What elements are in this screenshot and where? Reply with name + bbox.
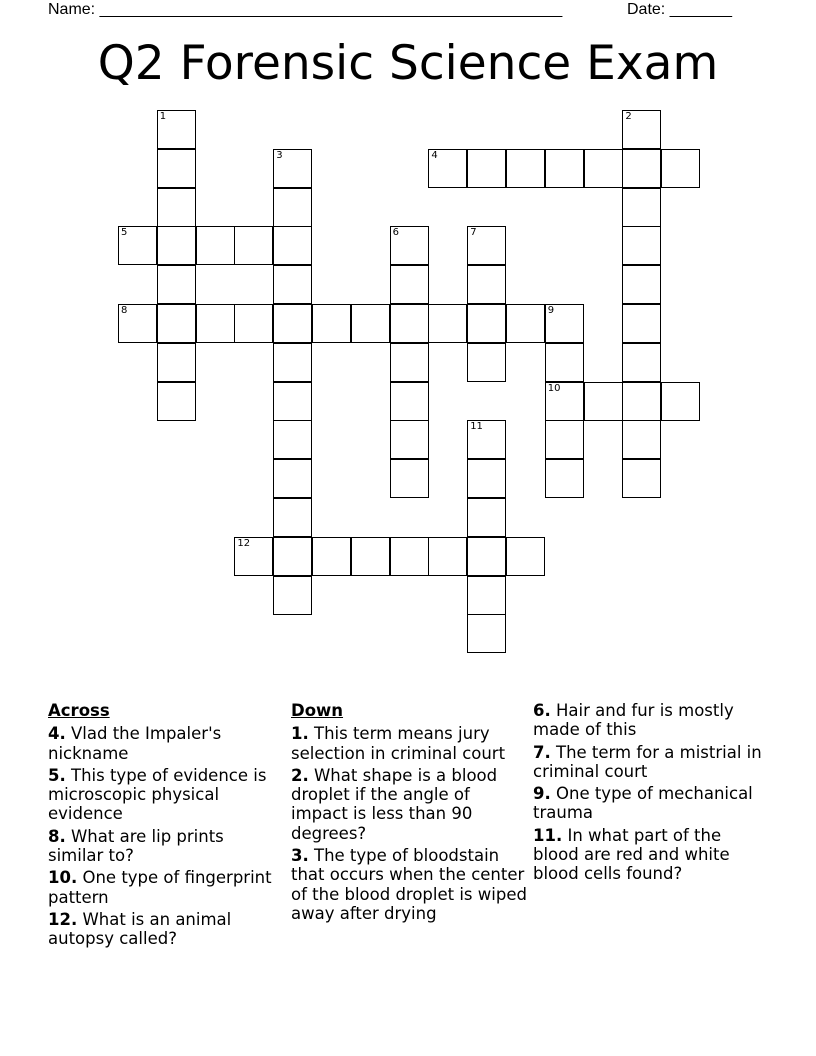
crossword-cell[interactable] [273, 304, 312, 343]
crossword-cell[interactable] [467, 149, 506, 188]
down-clues-continued [533, 701, 763, 887]
crossword-cell[interactable] [506, 304, 545, 343]
down-clue: 6. Hair and fur is mostly made of this [533, 701, 734, 740]
crossword-cell[interactable] [312, 304, 351, 343]
crossword-cell[interactable] [622, 149, 661, 188]
crossword-cell[interactable] [390, 420, 429, 459]
down-clue: 11. In what part of the blood are red and white blood cells found? [533, 825, 730, 884]
crossword-cell[interactable] [467, 576, 506, 615]
clue-number: 1 [159, 111, 167, 122]
crossword-cell[interactable] [467, 343, 506, 382]
crossword-cell[interactable] [467, 226, 506, 265]
crossword-cell[interactable] [390, 304, 429, 343]
crossword-cell[interactable] [196, 226, 235, 265]
crossword-cell[interactable] [390, 537, 429, 576]
down-clue: 1. This term means jury selection in criminal court [291, 724, 506, 763]
crossword-cell[interactable] [234, 304, 273, 343]
crossword-cell[interactable] [545, 459, 584, 498]
crossword-cell[interactable] [273, 498, 312, 537]
crossword-cell[interactable] [622, 188, 661, 227]
clue-number: 10 [547, 382, 561, 394]
crossword-cell[interactable] [390, 226, 429, 265]
crossword-cell[interactable] [157, 188, 196, 227]
crossword-cell[interactable] [273, 343, 312, 382]
across-clue: 8. What are lip prints similar to? [48, 826, 224, 866]
across-clues [48, 701, 278, 952]
clue-number: 7 [470, 227, 477, 239]
crossword-cell[interactable] [273, 576, 312, 615]
down-heading: Down [291, 701, 344, 720]
down-clue: 9. One type of mechanical trauma [533, 784, 753, 823]
crossword-cell[interactable] [273, 537, 312, 576]
crossword-cell[interactable] [196, 304, 235, 343]
page-title: Q2 Forensic Science Exam [97, 36, 719, 91]
crossword-cell[interactable] [622, 226, 661, 265]
crossword-cell[interactable] [545, 343, 584, 382]
crossword-cell[interactable] [467, 537, 506, 576]
crossword-cell[interactable] [273, 459, 312, 498]
crossword-cell[interactable] [584, 382, 623, 421]
crossword-cell[interactable] [157, 265, 196, 304]
crossword-cell[interactable] [157, 304, 196, 343]
down-clue: 3. The type of bloodstain that occurs when the center of the blood droplet is wiped away after drying [291, 846, 527, 923]
crossword-cell[interactable] [622, 265, 661, 304]
across-heading: Across [48, 701, 110, 720]
crossword-cell[interactable] [157, 343, 196, 382]
clue-number: 5 [121, 227, 128, 239]
crossword-cell[interactable] [428, 537, 467, 576]
crossword-cell[interactable] [157, 149, 196, 188]
crossword-cell[interactable] [234, 226, 273, 265]
crossword-cell[interactable] [545, 304, 584, 343]
crossword-cell[interactable] [234, 537, 273, 576]
date-field-label: Date: _______ [627, 1, 732, 18]
across-clue: 10. One type of fingerprint pattern [48, 868, 272, 907]
crossword-cell[interactable] [428, 149, 467, 188]
clue-number: 9 [547, 305, 555, 316]
crossword-cell[interactable] [622, 382, 661, 421]
crossword-cell[interactable] [506, 537, 545, 576]
crossword-cell[interactable] [118, 226, 157, 265]
down-clue: 2. What shape is a blood droplet if the angle of impact is less than 90 degrees? [291, 765, 498, 843]
crossword-cell[interactable] [428, 304, 467, 343]
crossword-cell[interactable] [273, 226, 312, 265]
clue-number: 3 [276, 149, 283, 161]
crossword-cell[interactable] [390, 265, 429, 304]
across-clue: 4. Vlad the Impaler's nickname [48, 724, 222, 763]
down-clue: 7. The term for a mistrial in criminal court [533, 742, 762, 781]
crossword-cell[interactable] [622, 420, 661, 459]
crossword-cell[interactable] [622, 459, 661, 498]
down-clues [291, 701, 527, 926]
crossword-cell[interactable] [157, 110, 196, 149]
crossword-cell[interactable] [661, 382, 700, 421]
crossword-cell[interactable] [467, 265, 506, 304]
crossword-cell[interactable] [273, 188, 312, 227]
crossword-cell[interactable] [273, 382, 312, 421]
crossword-cell[interactable] [622, 343, 661, 382]
crossword-cell[interactable] [273, 265, 312, 304]
crossword-cell[interactable] [157, 226, 196, 265]
crossword-cell[interactable] [467, 614, 506, 653]
crossword-cell[interactable] [467, 459, 506, 498]
clue-number: 12 [237, 537, 251, 549]
crossword-cell[interactable] [661, 149, 700, 188]
crossword-cell[interactable] [545, 382, 584, 421]
clue-number: 6 [392, 227, 399, 239]
crossword-cell[interactable] [622, 304, 661, 343]
crossword-cell[interactable] [273, 420, 312, 459]
crossword-cell[interactable] [351, 537, 390, 576]
crossword-cell[interactable] [312, 537, 351, 576]
clue-number: 8 [121, 305, 128, 316]
crossword-cell[interactable] [584, 149, 623, 188]
crossword-cell[interactable] [622, 110, 661, 149]
crossword-cell[interactable] [467, 304, 506, 343]
crossword-cell[interactable] [351, 304, 390, 343]
crossword-cell[interactable] [390, 343, 429, 382]
across-clue: 12. What is an animal autopsy called? [48, 909, 232, 949]
crossword-cell[interactable] [545, 149, 584, 188]
crossword-cell[interactable] [390, 459, 429, 498]
crossword-cell[interactable] [467, 498, 506, 537]
crossword-cell[interactable] [506, 149, 545, 188]
crossword-cell[interactable] [545, 420, 584, 459]
across-clue: 5. This type of evidence is microscopic physical evidence [48, 765, 267, 824]
clue-number: 11 [470, 421, 483, 433]
clue-number: 4 [431, 149, 438, 161]
crossword-cell[interactable] [273, 149, 312, 188]
crossword-cell[interactable] [467, 420, 506, 459]
name-field-label: Name: ____________________________________________________ [48, 1, 563, 18]
clue-number: 2 [625, 111, 632, 122]
crossword-cell[interactable] [390, 382, 429, 421]
crossword-cell[interactable] [118, 304, 157, 343]
crossword-cell[interactable] [157, 382, 196, 421]
